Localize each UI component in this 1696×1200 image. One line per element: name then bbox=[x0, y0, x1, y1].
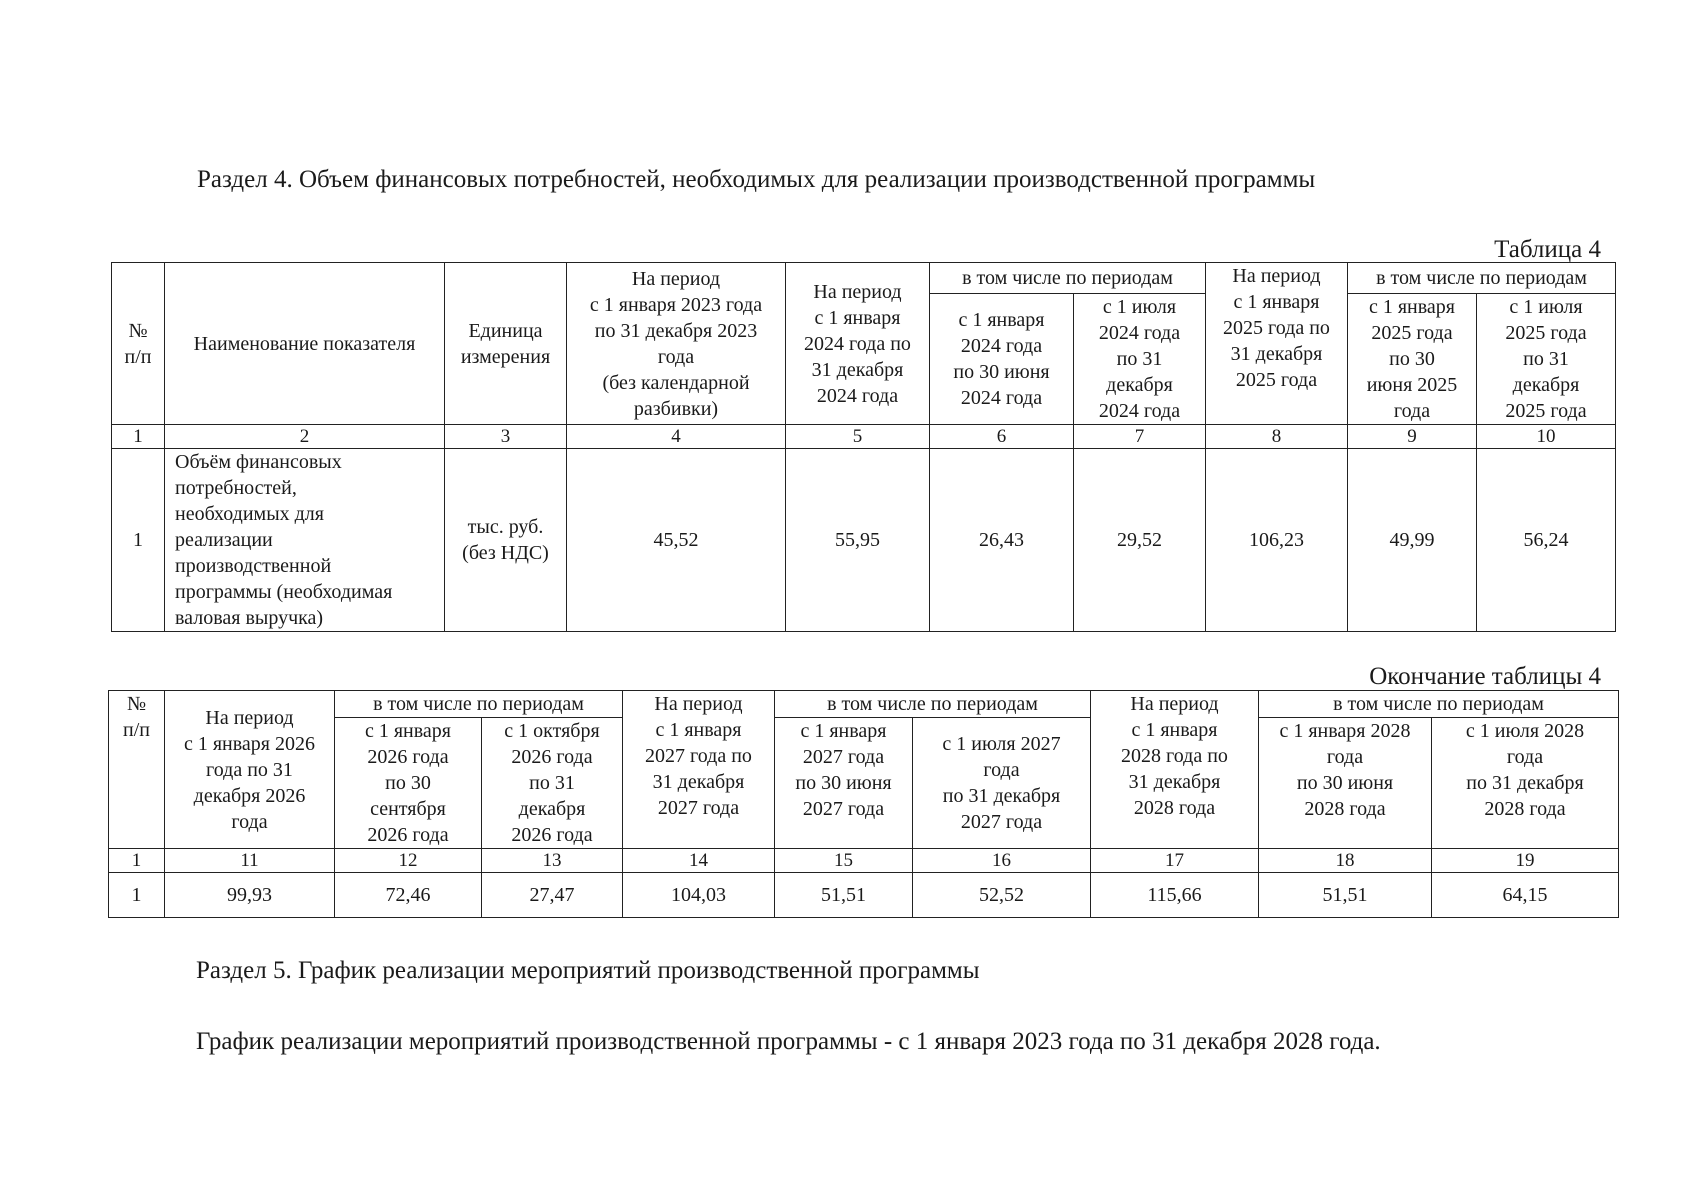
t2-colnum: 13 bbox=[482, 849, 623, 873]
t1-header-col4: На период с 1 января 2023 года по 31 декабря 2023 года (без календарной разбивки) bbox=[567, 263, 786, 425]
t1-header-col5: На период с 1 января 2024 года по 31 декабря 2024 года bbox=[786, 263, 930, 425]
t1-colnum: 1 bbox=[112, 425, 165, 449]
t2-row-value: 51,51 bbox=[775, 873, 913, 918]
table2-caption: Окончание таблицы 4 bbox=[1369, 663, 1601, 690]
t1-row-num: 1 bbox=[112, 449, 165, 632]
t1-header-group1: в том числе по периодам bbox=[930, 263, 1206, 294]
t2-colnum: 19 bbox=[1432, 849, 1619, 873]
t1-row-value: 26,43 bbox=[930, 449, 1074, 632]
t2-header-col17: На период с 1 января 2028 года по 31 декабря 2028 года bbox=[1091, 691, 1259, 849]
t1-row-value: 56,24 bbox=[1477, 449, 1616, 632]
t2-header-col19: с 1 июля 2028 года по 31 декабря 2028 года bbox=[1432, 718, 1619, 849]
t2-row-value: 64,15 bbox=[1432, 873, 1619, 918]
t2-colnum: 15 bbox=[775, 849, 913, 873]
t1-header-col6: с 1 января 2024 года по 30 июня 2024 года bbox=[930, 294, 1074, 425]
table1-caption: Таблица 4 bbox=[1494, 236, 1601, 263]
t2-colnum: 11 bbox=[165, 849, 335, 873]
t2-header-group2: в том числе по периодам bbox=[775, 691, 1091, 718]
t1-row-name: Объём финансовых потребностей, необходимых для реализации производственной программы (необходимая валовая выручка) bbox=[165, 449, 445, 632]
section4-title: Раздел 4. Объем финансовых потребностей, необходимых для реализации производственной программы bbox=[197, 166, 1316, 193]
t2-colnum: 14 bbox=[623, 849, 775, 873]
t1-row-value: 45,52 bbox=[567, 449, 786, 632]
t1-colnum: 4 bbox=[567, 425, 786, 449]
table-row bbox=[109, 873, 1619, 918]
t2-row-value: 51,51 bbox=[1259, 873, 1432, 918]
t2-row-value: 99,93 bbox=[165, 873, 335, 918]
t1-colnum: 10 bbox=[1477, 425, 1616, 449]
t2-header-col18: с 1 января 2028 года по 30 июня 2028 года bbox=[1259, 718, 1432, 849]
t2-row-num: 1 bbox=[109, 873, 165, 918]
t1-colnum: 6 bbox=[930, 425, 1074, 449]
t1-colnum: 3 bbox=[445, 425, 567, 449]
t1-header-col8: На период с 1 января 2025 года по 31 декабря 2025 года bbox=[1206, 263, 1348, 425]
t2-row-value: 72,46 bbox=[335, 873, 482, 918]
t2-row-value: 115,66 bbox=[1091, 873, 1259, 918]
t1-colnum: 2 bbox=[165, 425, 445, 449]
t2-colnum: 17 bbox=[1091, 849, 1259, 873]
t2-header-group3: в том числе по периодам bbox=[1259, 691, 1619, 718]
t2-colnum: 18 bbox=[1259, 849, 1432, 873]
t2-header-col13: с 1 октября 2026 года по 31 декабря 2026 года bbox=[482, 718, 623, 849]
t1-row-value: 55,95 bbox=[786, 449, 930, 632]
t2-colnum: 12 bbox=[335, 849, 482, 873]
t1-header-col9: с 1 января 2025 года по 30 июня 2025 года bbox=[1348, 294, 1477, 425]
t1-header-col7: с 1 июля 2024 года по 31 декабря 2024 года bbox=[1074, 294, 1206, 425]
t2-header-col14: На период с 1 января 2027 года по 31 декабря 2027 года bbox=[623, 691, 775, 849]
t1-header-name: Наименование показателя bbox=[165, 263, 445, 425]
t1-row-value: 29,52 bbox=[1074, 449, 1206, 632]
t1-row-value: 106,23 bbox=[1206, 449, 1348, 632]
t2-header-group1: в том числе по периодам bbox=[335, 691, 623, 718]
t1-row-value: 49,99 bbox=[1348, 449, 1477, 632]
t2-header-col11: На период с 1 января 2026 года по 31 декабря 2026 года bbox=[165, 691, 335, 849]
table2 bbox=[108, 690, 1619, 918]
t1-colnum: 7 bbox=[1074, 425, 1206, 449]
t1-row-unit: тыс. руб. (без НДС) bbox=[445, 449, 567, 632]
section5-text: График реализации мероприятий производственной программы - с 1 января 2023 года по 31 декабря 2028 года. bbox=[196, 1028, 1381, 1055]
t2-header-col12: с 1 января 2026 года по 30 сентября 2026 года bbox=[335, 718, 482, 849]
t1-header-col10: с 1 июля 2025 года по 31 декабря 2025 года bbox=[1477, 294, 1616, 425]
table1 bbox=[111, 262, 1616, 632]
t1-colnum: 8 bbox=[1206, 425, 1348, 449]
t2-colnum: 1 bbox=[109, 849, 165, 873]
section5-title: Раздел 5. График реализации мероприятий производственной программы bbox=[196, 957, 980, 984]
t1-colnum: 9 bbox=[1348, 425, 1477, 449]
t1-header-num: № п/п bbox=[112, 263, 165, 425]
t1-header-group2: в том числе по периодам bbox=[1348, 263, 1616, 294]
t2-row-value: 104,03 bbox=[623, 873, 775, 918]
table-row bbox=[112, 449, 1616, 632]
t2-header-col16: с 1 июля 2027 года по 31 декабря 2027 года bbox=[913, 718, 1091, 849]
t1-colnum: 5 bbox=[786, 425, 930, 449]
t2-header-col15: с 1 января 2027 года по 30 июня 2027 года bbox=[775, 718, 913, 849]
t2-row-value: 27,47 bbox=[482, 873, 623, 918]
t1-header-unit: Единица измерения bbox=[445, 263, 567, 425]
t2-row-value: 52,52 bbox=[913, 873, 1091, 918]
t2-colnum: 16 bbox=[913, 849, 1091, 873]
t2-header-num: № п/п bbox=[109, 691, 165, 849]
